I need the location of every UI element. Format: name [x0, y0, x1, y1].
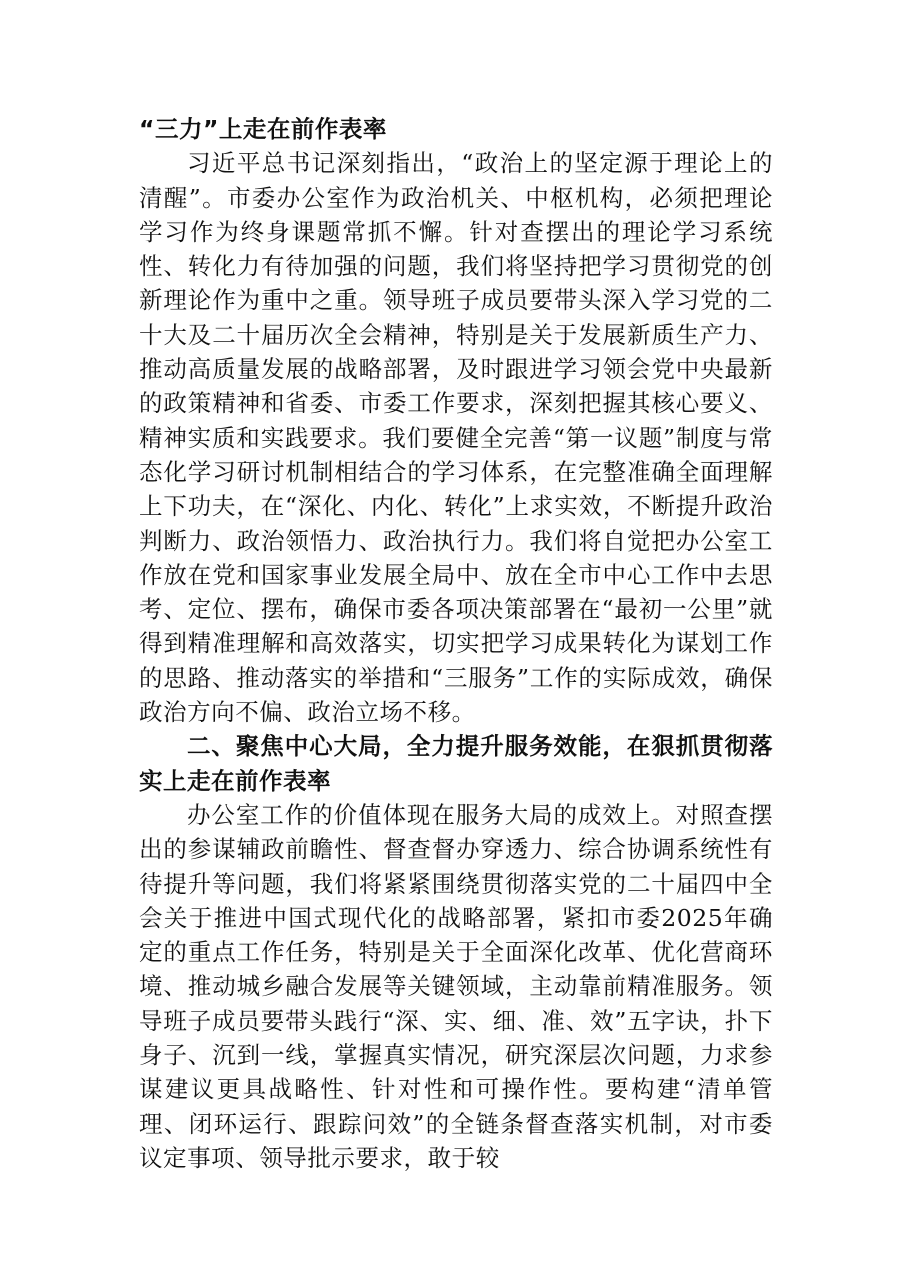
section-2-paragraph: 办公室工作的价值体现在服务大局的成效上。对照查摆出的参谋辅政前瞻性、督查督办穿透力、综合协调系统性有待提升等问题，我们将紧紧围绕贯彻落实党的二十届四中全会关于推进中国式现代化的战略部署，紧扣市委2025年确定的重点工作任务，特别是关于全面深化改革、优化营商环境、推动城乡融合发展等关键领域，主动靠前精准服务。领导班子成员要带头践行“深、实、细、准、效”五字诀，扑下身子、沉到一线，掌握真实情况，研究深层次问题，力求参谋建议更具战略性、针对性和可操作性。要构建“清单管理、闭环运行、跟踪问效”的全链条督查落实机制，对市委议定事项、领导批示要求，敢于较 [139, 800, 773, 1172]
section-1-heading-continuation: “三力”上走在前作表率 [139, 115, 387, 143]
document-body [139, 112, 773, 1175]
section-2-heading: 二、聚焦中心大局，全力提升服务效能，在狠抓贯彻落实上走在前作表率 [139, 732, 773, 795]
section-1-paragraph: 习近平总书记深刻指出，“政治上的坚定源于理论上的清醒”。市委办公室作为政治机关、中枢机构，必须把理论学习作为终身课题常抓不懈。针对查摆出的理论学习系统性、转化力有待加强的问题，我们将坚持把学习贯彻党的创新理论作为重中之重。领导班子成员要带头深入学习党的二十大及二十届历次全会精神，特别是关于发展新质生产力、推动高质量发展的战略部署，及时跟进学习领会党中央最新的政策精神和省委、市委工作要求，深刻把握其核心要义、精神实质和实践要求。我们要健全完善“第一议题”制度与常态化学习研讨机制相结合的学习体系，在完整准确全面理解上下功夫，在“深化、内化、转化”上求实效，不断提升政治判断力、政治领悟力、政治执行力。我们将自觉把办公室工作放在党和国家事业发展全局中、放在全市中心工作中去思考、定位、摆布，确保市委各项决策部署在“最初一公里”就得到精准理解和高效落实，切实把学习成果转化为谋划工作的思路、推动落实的举措和“三服务”工作的实际成效，确保政治方向不偏、政治立场不移。 [139, 149, 773, 727]
